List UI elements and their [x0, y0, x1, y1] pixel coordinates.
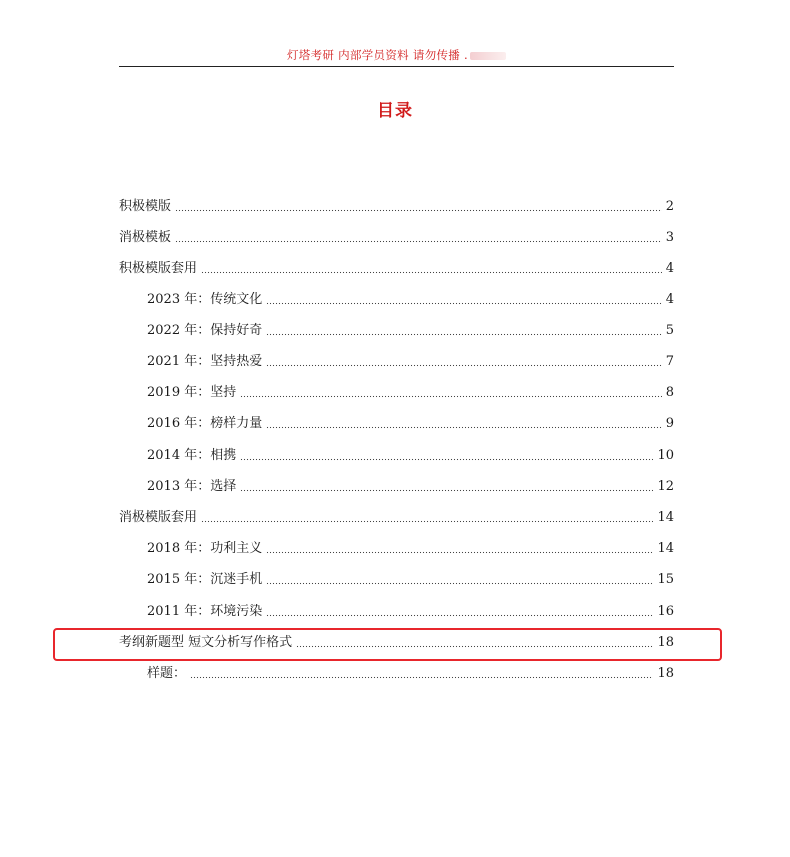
toc-subentry[interactable]	[147, 415, 674, 433]
dot-leader	[296, 644, 653, 648]
toc-entry-label: 2013 年：选择	[147, 479, 237, 494]
toc-entry-label: 2023 年：传统文化	[147, 292, 263, 307]
dot-leader	[201, 519, 653, 523]
toc-entry-page: 14	[657, 541, 674, 556]
toc-entry-label: 2021 年：坚持热爱	[147, 354, 263, 369]
toc-subentry[interactable]	[147, 322, 674, 340]
dot-leader	[266, 581, 653, 585]
toc-entry-page: 5	[665, 323, 674, 338]
toc-entry-page: 18	[657, 666, 674, 681]
toc-subentry[interactable]	[147, 384, 674, 402]
redacted-mark	[470, 52, 506, 60]
toc-entry-page: 7	[665, 354, 674, 369]
toc-entry-page: 15	[657, 572, 674, 587]
page-header	[119, 47, 674, 65]
dot-leader	[175, 208, 662, 212]
toc-entry[interactable]	[119, 509, 674, 527]
dot-leader	[201, 270, 662, 274]
dot-leader	[240, 488, 653, 492]
toc-entry-label: 2018 年：功利主义	[147, 541, 263, 556]
toc-subentry[interactable]	[147, 540, 674, 558]
toc-entry-label: 消极模板	[119, 230, 172, 245]
toc-entry-label: 2022 年：保持好奇	[147, 323, 263, 338]
toc-subentry[interactable]	[147, 447, 674, 465]
dot-leader	[266, 425, 662, 429]
dot-leader	[266, 363, 662, 367]
toc-entry-label: 2011 年：环境污染	[147, 604, 263, 619]
toc-entry[interactable]	[119, 260, 674, 278]
toc-entry-label: 2014 年：相携	[147, 448, 237, 463]
toc-entry-label: 2019 年：坚持	[147, 385, 237, 400]
toc-subentry[interactable]	[147, 603, 674, 621]
header-text: 灯塔考研 内部学员资料 请勿传播 .	[286, 48, 469, 62]
toc-entry-label: 2016 年：榜样力量	[147, 416, 263, 431]
toc-title: 目录	[377, 101, 413, 121]
dot-leader	[190, 675, 653, 679]
dot-leader	[240, 394, 662, 398]
toc-entry-page: 4	[665, 292, 674, 307]
toc-entry-page: 8	[665, 385, 674, 400]
toc-entry-page: 9	[665, 416, 674, 431]
dot-leader	[240, 457, 653, 461]
toc-entry-page: 18	[657, 635, 674, 650]
toc-entry-label: 积极模版	[119, 199, 172, 214]
toc-entry-label: 考纲新题型 短文分析写作格式	[119, 635, 293, 650]
toc-subentry[interactable]	[147, 291, 674, 309]
toc-entry-page: 3	[665, 230, 674, 245]
toc-entry-page: 4	[665, 261, 674, 276]
toc-subentry[interactable]	[147, 571, 674, 589]
toc-entry-label: 样题：	[147, 666, 187, 681]
dot-leader	[266, 613, 653, 617]
toc-entry-page: 14	[657, 510, 674, 525]
dot-leader	[175, 239, 662, 243]
toc-entry-label: 积极模版套用	[119, 261, 198, 276]
toc-entry-page: 12	[657, 479, 674, 494]
toc-subentry[interactable]	[147, 478, 674, 496]
toc-subentry[interactable]	[147, 353, 674, 371]
toc-entry[interactable]	[119, 198, 674, 216]
toc-entry-label: 2015 年：沉迷手机	[147, 572, 263, 587]
dot-leader	[266, 550, 653, 554]
toc-entry-page: 16	[657, 604, 674, 619]
dot-leader	[266, 301, 662, 305]
toc-entry-page: 10	[657, 448, 674, 463]
toc-entry[interactable]	[119, 229, 674, 247]
toc-entry-page: 2	[665, 199, 674, 214]
toc-entry[interactable]	[119, 634, 674, 652]
dot-leader	[266, 332, 662, 336]
toc-subentry[interactable]	[147, 665, 674, 683]
header-rule	[119, 66, 674, 67]
toc-entry-label: 消极模版套用	[119, 510, 198, 525]
